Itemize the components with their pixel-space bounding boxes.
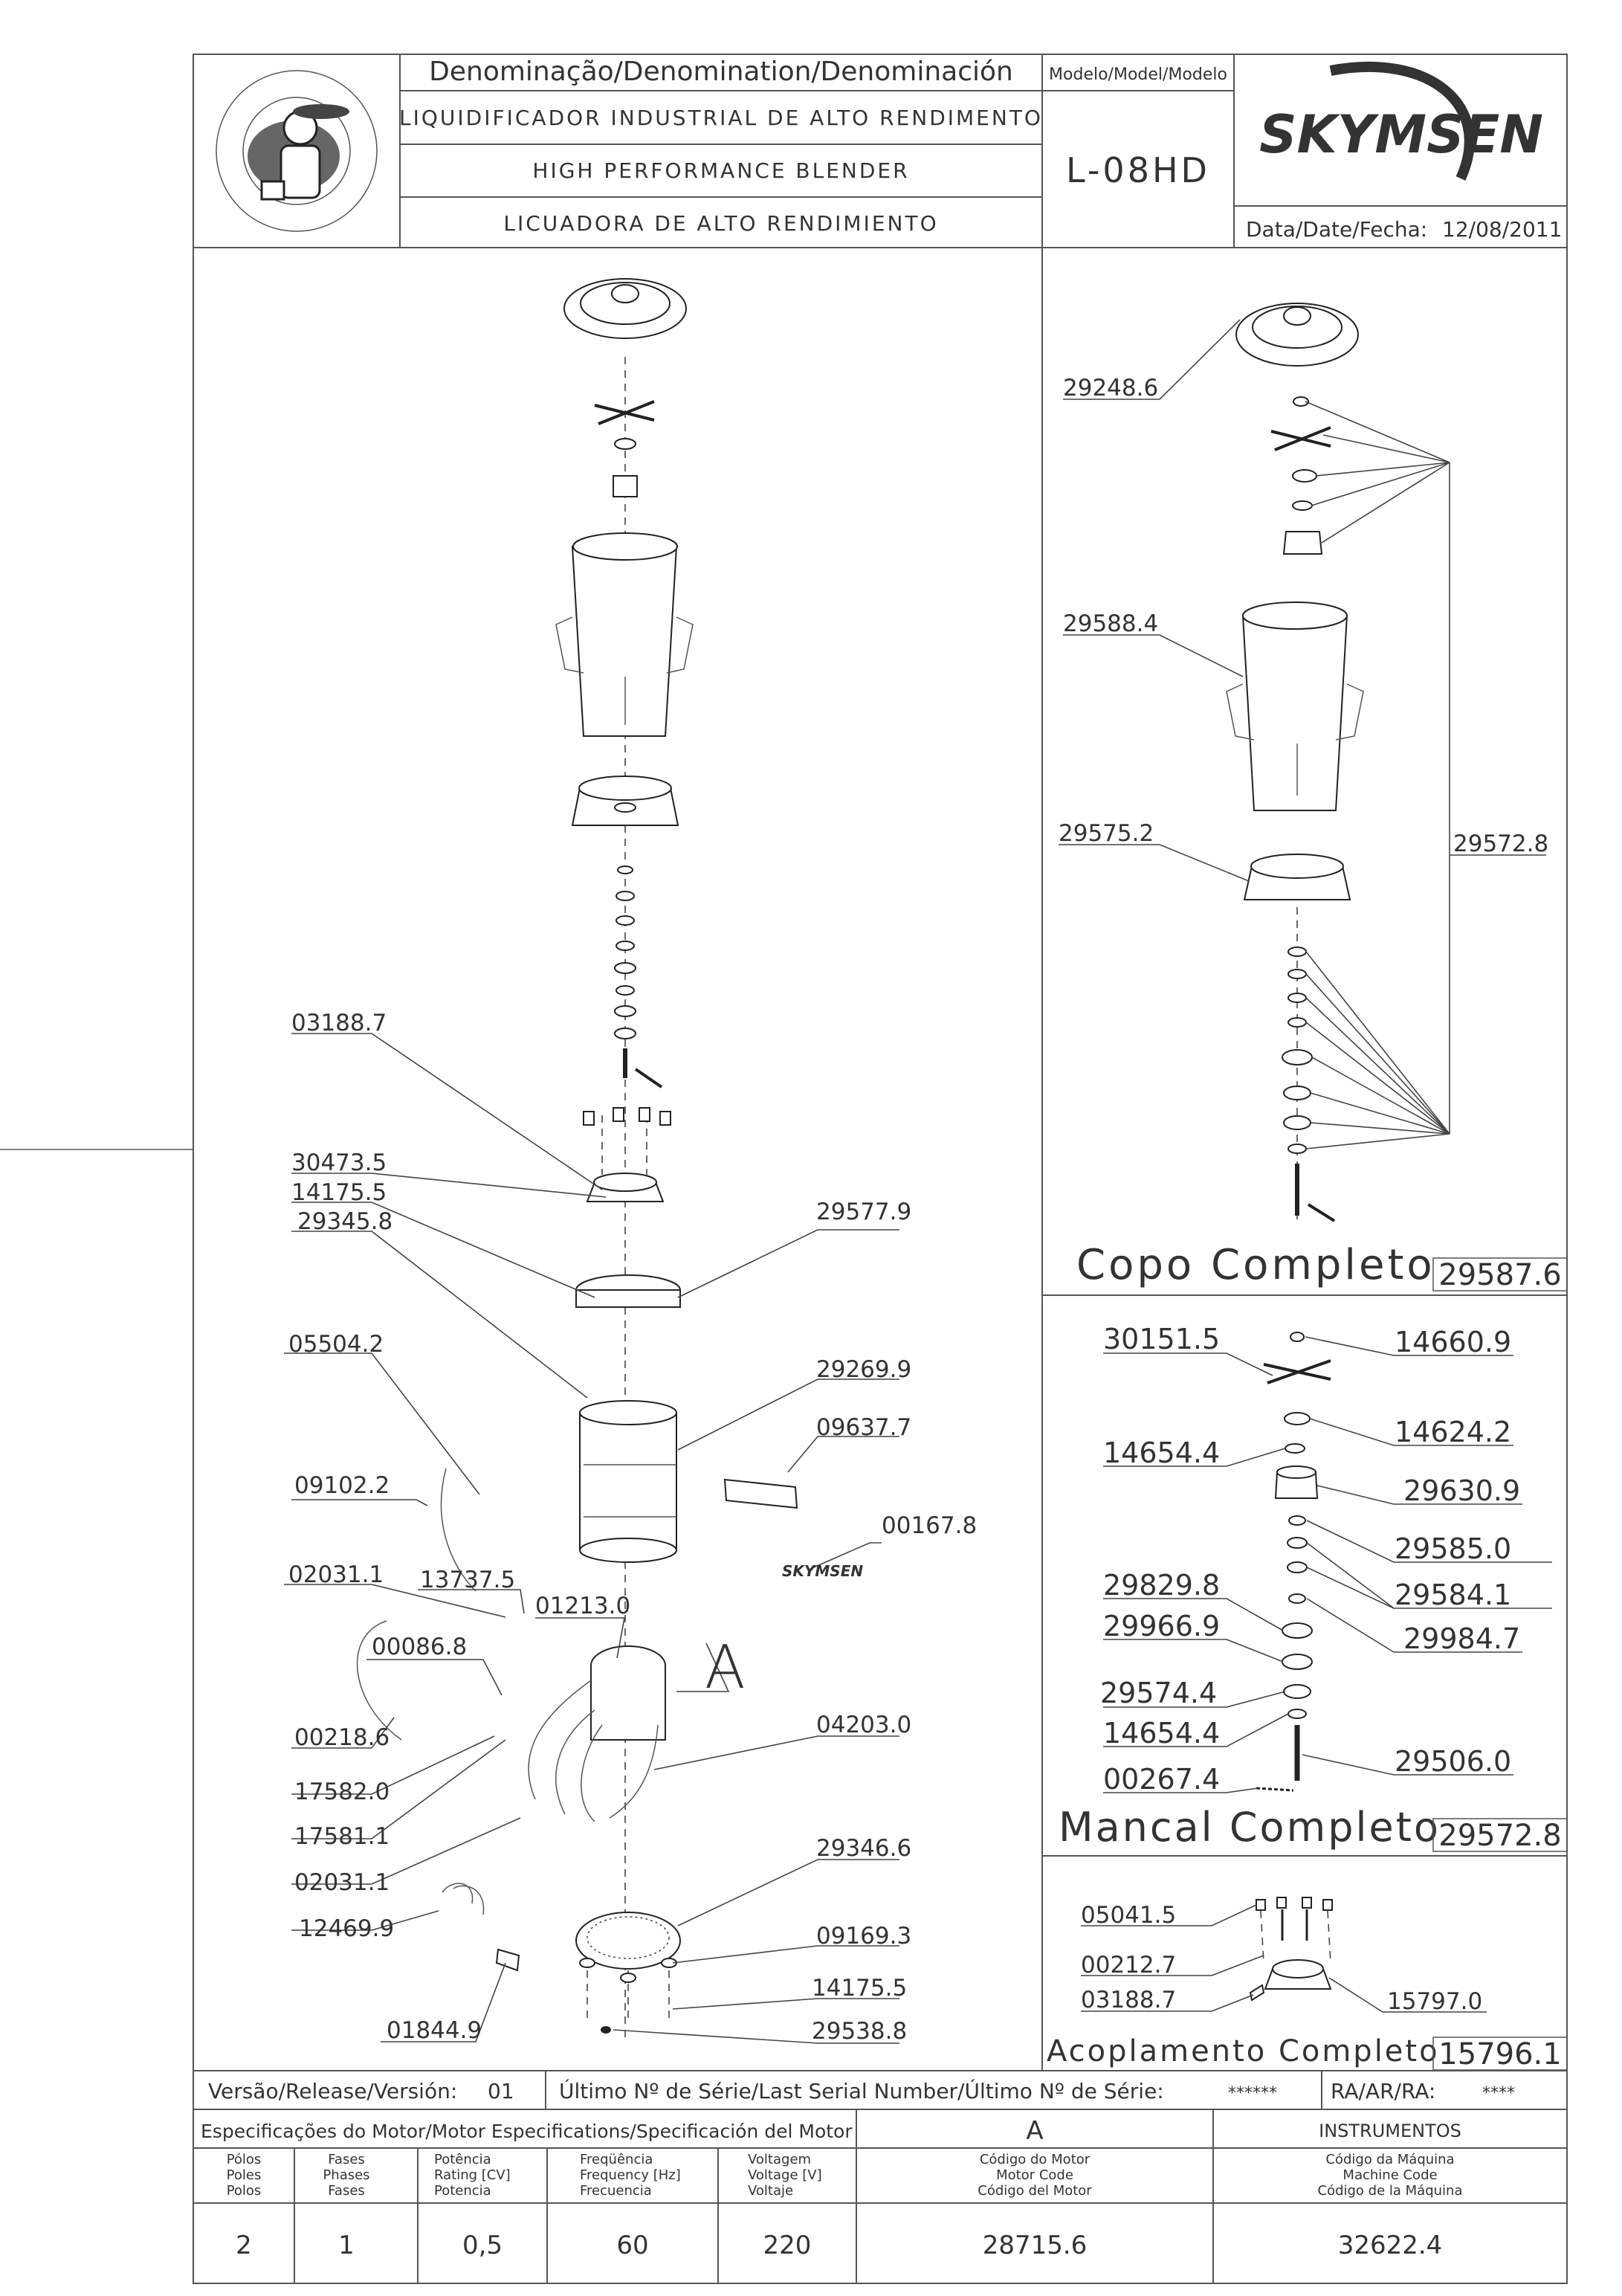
spec-header-machine-code — [1318, 2152, 1463, 2199]
motor-specs-table — [201, 2116, 1462, 2260]
version-label: Versão/Release/Versión: — [208, 2079, 458, 2103]
motor-specs-col-a: A — [1026, 2116, 1044, 2146]
label-29345-8: 29345.8 — [297, 1208, 393, 1235]
spec-header-motor-code — [978, 2152, 1092, 2199]
svg-text:Código del Motor: Código del Motor — [978, 2183, 1092, 2199]
svg-text:Voltagem: Voltagem — [748, 2152, 812, 2167]
label-29346-6: 29346.6 — [816, 1835, 912, 1862]
label-00212-7: 00212.7 — [1081, 1952, 1177, 1979]
spec-value-poles: 2 — [236, 2231, 252, 2260]
svg-text:Pólos: Pólos — [226, 2152, 262, 2167]
copo-completo-title: Copo Completo — [1076, 1241, 1435, 1289]
main-exploded-view — [358, 279, 797, 2037]
label-30151-5: 30151.5 — [1103, 1323, 1221, 1355]
label-09169-3: 09169.3 — [816, 1923, 912, 1950]
label-17581-1: 17581.1 — [294, 1823, 390, 1850]
label-29538-8: 29538.8 — [812, 2018, 908, 2045]
label-29572-8: 29572.8 — [1453, 831, 1549, 857]
skymsen-logo — [1259, 67, 1543, 178]
svg-text:SKYMSEN: SKYMSEN — [1259, 104, 1543, 165]
label-17582-0: 17582.0 — [294, 1779, 390, 1805]
release-row — [208, 2078, 1515, 2103]
denomination-label: Denominação/Denomination/Denominación — [429, 57, 1013, 87]
model-label: Modelo/Model/Modelo — [1049, 65, 1227, 84]
label-15797-0: 15797.0 — [1387, 1988, 1483, 2015]
ra-label: RA/AR/RA: — [1331, 2079, 1436, 2103]
label-09102-2: 09102.2 — [294, 1472, 390, 1499]
label-05041-5: 05041.5 — [1081, 1902, 1177, 1929]
label-05504-2: 05504.2 — [288, 1331, 384, 1358]
copo-part-labels — [1059, 375, 1567, 1292]
svg-text:Freqüência: Freqüência — [580, 2152, 653, 2167]
spec-value-frequency: 60 — [616, 2231, 649, 2260]
copo-completo-diagram — [1227, 303, 1363, 1221]
label-29966-9: 29966.9 — [1103, 1610, 1221, 1642]
label-29584-1: 29584.1 — [1395, 1578, 1512, 1611]
label-29585-0: 29585.0 — [1395, 1532, 1512, 1565]
svg-text:Potencia: Potencia — [434, 2183, 491, 2199]
svg-text:Voltaje: Voltaje — [748, 2183, 794, 2199]
label-29577-9: 29577.9 — [816, 1199, 912, 1225]
label-29574-4: 29574.4 — [1100, 1677, 1218, 1709]
ra-value: **** — [1482, 2084, 1515, 2103]
product-name-es: LICUADORA DE ALTO RENDIMIENTO — [503, 211, 939, 236]
label-14624-2: 14624.2 — [1395, 1416, 1512, 1448]
svg-text:Frequency [Hz]: Frequency [Hz] — [580, 2167, 681, 2183]
label-00218-6: 00218.6 — [294, 1724, 390, 1751]
label-14175-5-bottom: 14175.5 — [812, 1975, 908, 2002]
label-00267-4: 00267.4 — [1103, 1763, 1221, 1796]
mancal-completo-code: 29572.8 — [1438, 1819, 1562, 1853]
spec-header-poles — [227, 2152, 262, 2199]
authorized-service-seal — [216, 71, 377, 231]
acoplamento-completo-title: Acoplamento Completo — [1047, 2034, 1440, 2068]
label-14660-9: 14660.9 — [1395, 1326, 1512, 1358]
acoplamento-completo-diagram — [1250, 1897, 1332, 2000]
label-29269-9: 29269.9 — [816, 1356, 912, 1383]
svg-text:Código de la Máquina: Código de la Máquina — [1317, 2183, 1463, 2199]
label-30473-5: 30473.5 — [291, 1149, 387, 1176]
label-29984-7: 29984.7 — [1403, 1622, 1521, 1655]
label-00086-8: 00086.8 — [372, 1634, 468, 1660]
label-29588-4: 29588.4 — [1063, 610, 1159, 637]
spec-value-phases: 1 — [338, 2231, 355, 2260]
label-02031-1-top: 02031.1 — [288, 1561, 384, 1588]
label-29248-6: 29248.6 — [1063, 375, 1159, 402]
mancal-completo-diagram — [1256, 1332, 1331, 1790]
spec-header-frequency — [580, 2152, 681, 2199]
version-value: 01 — [488, 2079, 514, 2103]
label-13737-5: 13737.5 — [420, 1567, 516, 1593]
label-29506-0: 29506.0 — [1395, 1745, 1512, 1778]
spec-value-motor-code: 28715.6 — [982, 2231, 1088, 2260]
spec-header-voltage — [748, 2152, 822, 2199]
label-01213-0: 01213.0 — [535, 1593, 631, 1619]
instruments-label: INSTRUMENTOS — [1319, 2121, 1461, 2141]
svg-text:Motor Code: Motor Code — [996, 2167, 1073, 2183]
label-03188-7-acoplamento: 03188.7 — [1081, 1987, 1177, 2013]
label-29630-9: 29630.9 — [1403, 1474, 1521, 1507]
svg-text:Phases: Phases — [323, 2167, 370, 2183]
label-02031-1-bottom: 02031.1 — [294, 1869, 390, 1896]
date-value: 12/08/2011 — [1442, 217, 1563, 242]
svg-text:Rating [CV]: Rating [CV] — [434, 2167, 511, 2183]
decal-logo-text: SKYMSEN — [782, 1562, 864, 1580]
serial-value: ****** — [1228, 2084, 1277, 2103]
svg-text:Frecuencia: Frecuencia — [580, 2183, 652, 2199]
copo-completo-code: 29587.6 — [1438, 1258, 1562, 1292]
acoplamento-completo-code: 15796.1 — [1438, 2037, 1562, 2071]
spec-header-rating — [434, 2152, 511, 2199]
svg-text:Machine Code: Machine Code — [1342, 2167, 1438, 2183]
svg-text:Poles: Poles — [226, 2167, 262, 2183]
svg-text:Código da Máquina: Código da Máquina — [1325, 2152, 1455, 2167]
spec-value-rating: 0,5 — [462, 2231, 503, 2260]
serial-label: Último Nº de Série/Last Serial Number/Último Nº de Série: — [559, 2079, 1164, 2103]
label-14654-4-bottom: 14654.4 — [1103, 1717, 1221, 1750]
mancal-completo-title: Mancal Completo — [1059, 1804, 1441, 1851]
spec-header-phases — [323, 2152, 369, 2199]
sheet-frame — [0, 54, 1567, 2283]
svg-text:Código do Motor: Código do Motor — [979, 2152, 1091, 2167]
label-01844-9: 01844.9 — [387, 2017, 482, 2044]
spec-value-voltage: 220 — [763, 2231, 812, 2260]
svg-text:Polos: Polos — [226, 2183, 262, 2199]
label-00167-8: 00167.8 — [882, 1512, 978, 1539]
label-14175-5: 14175.5 — [291, 1179, 387, 1206]
label-03188-7: 03188.7 — [291, 1010, 387, 1036]
label-14654-4-top: 14654.4 — [1103, 1436, 1221, 1469]
date-label: Data/Date/Fecha: — [1246, 217, 1428, 242]
product-name-pt: LIQUIDIFICADOR INDUSTRIAL DE ALTO RENDIMENTO — [399, 106, 1043, 130]
callout-a: A — [705, 1633, 746, 1702]
product-name-en: HIGH PERFORMANCE BLENDER — [532, 158, 910, 183]
svg-text:Fases: Fases — [328, 2152, 365, 2167]
svg-text:Fases: Fases — [328, 2183, 365, 2199]
svg-text:Potência: Potência — [434, 2152, 491, 2167]
label-29829-8: 29829.8 — [1103, 1569, 1221, 1602]
model-value: L-08HD — [1066, 150, 1210, 190]
label-04203-0: 04203.0 — [816, 1712, 912, 1738]
label-29575-2: 29575.2 — [1059, 820, 1154, 847]
motor-specs-title: Especificações do Motor/Motor Especifications/Specificación del Motor — [201, 2121, 853, 2142]
mancal-part-labels — [1059, 1323, 1567, 1853]
label-12469-9: 12469.9 — [299, 1915, 395, 1942]
svg-text:Voltage [V]: Voltage [V] — [748, 2167, 822, 2183]
spec-value-machine-code: 32622.4 — [1337, 2231, 1443, 2260]
label-09637-7: 09637.7 — [816, 1414, 912, 1441]
